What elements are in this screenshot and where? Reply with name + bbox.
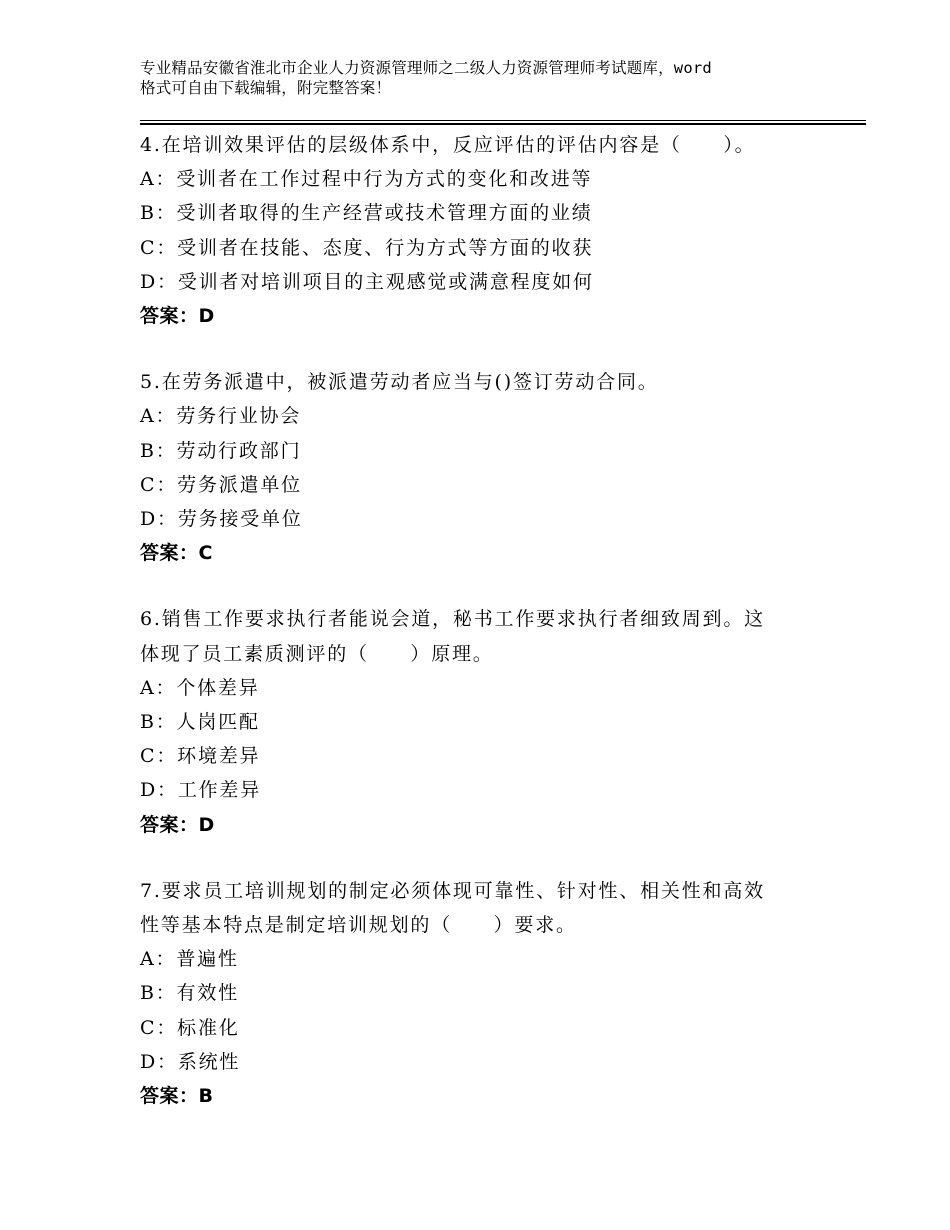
- option-c: C：环境差异: [140, 745, 261, 768]
- option-b: B：受训者取得的生产经营或技术管理方面的业绩: [140, 202, 593, 225]
- question-stem-line-1: 6.销售工作要求执行者能说会道，秘书工作要求执行者细致周到。这: [140, 608, 765, 631]
- option-a: A：受训者在工作过程中行为方式的变化和改进等: [140, 168, 593, 191]
- header-line-1: 专业精品安徽省淮北市企业人力资源管理师之二级人力资源管理师考试题库，word: [140, 59, 712, 77]
- option-b: B：劳动行政部门: [140, 439, 302, 462]
- header-rule-thick: [140, 123, 866, 125]
- option-d: D：系统性: [140, 1050, 241, 1073]
- option-a: A：劳务行业协会: [140, 405, 302, 428]
- question-stem: 5.在劳务派遣中，被派遣劳动者应当与()签订劳动合同。: [140, 371, 659, 394]
- question-stem-line-1: 7.要求员工培训规划的制定必须体现可靠性、针对性、相关性和高效: [140, 879, 765, 902]
- option-b: B：人岗匹配: [140, 711, 260, 734]
- option-d: D：劳务接受单位: [140, 508, 303, 531]
- question-5: [140, 365, 820, 570]
- answer-line: 答案：C: [140, 542, 213, 565]
- document-header: [140, 58, 840, 98]
- question-6: [140, 602, 820, 841]
- option-a: A：个体差异: [140, 676, 260, 699]
- option-d: D：工作差异: [140, 779, 262, 802]
- question-stem: 4.在培训效果评估的层级体系中，反应评估的评估内容是（ ）。: [140, 134, 756, 156]
- option-c: C：受训者在技能、态度、行为方式等方面的收获: [140, 236, 594, 259]
- question-stem-line-2: 性等基本特点是制定培训规划的（ ）要求。: [140, 914, 577, 937]
- question-list: [140, 128, 820, 1113]
- option-c: C：劳务派遣单位: [140, 473, 302, 496]
- header-line-2: 格式可自由下载编辑，附完整答案！: [140, 79, 392, 97]
- option-a: A：普遍性: [140, 948, 239, 971]
- option-c: C：标准化: [140, 1016, 240, 1039]
- answer-line: 答案：B: [140, 1085, 214, 1108]
- answer-line: 答案：D: [140, 813, 215, 836]
- question-stem-line-2: 体现了员工素质测评的（ ）原理。: [140, 642, 494, 665]
- question-7: [140, 874, 820, 1113]
- header-rule-thin: [140, 120, 866, 121]
- option-b: B：有效性: [140, 982, 239, 1005]
- option-d: D：受训者对培训项目的主观感觉或满意程度如何: [140, 270, 594, 293]
- question-4: [140, 128, 820, 333]
- answer-line: 答案：D: [140, 305, 215, 328]
